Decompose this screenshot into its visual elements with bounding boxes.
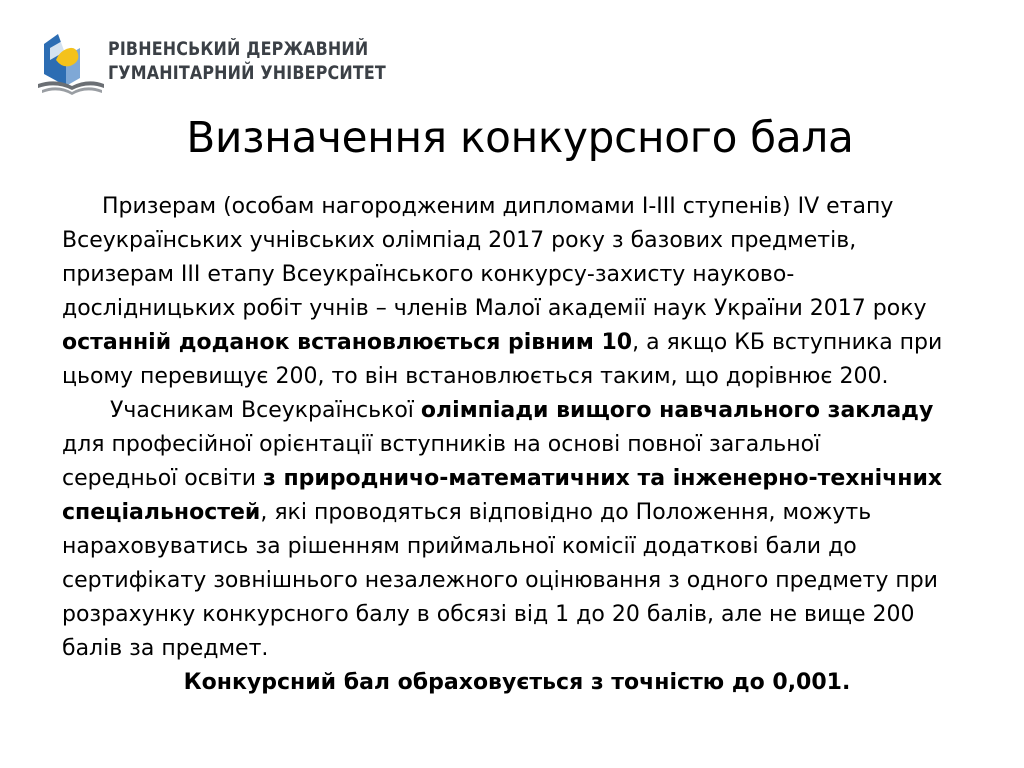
p1-line-5 [62, 326, 972, 360]
p1-line-6: цьому перевищує 200, то він встановлюється таким, що дорівнює 200. [62, 364, 889, 389]
final-statement-text: Конкурсний бал обраховується з точністю до 0,001. [183, 670, 851, 695]
paragraph-prize-winners [62, 190, 972, 394]
university-logo [36, 30, 386, 100]
paragraph-olympiad-participants [62, 394, 972, 666]
p2-line-4-bold: спеціальностей [62, 500, 261, 525]
p1-line-3: призерам ІІІ етапу Всеукраїнського конкурсу-захисту науково- [62, 262, 795, 287]
p2-line-3-plain: середньої освіти [62, 466, 263, 491]
p1-line-1: Призерам (особам нагородженим дипломами І-ІІІ ступенів) IV етапу [102, 194, 894, 219]
p1-bold-text: останній доданок встановлюється рівним 10 [62, 330, 633, 355]
p2-line-8: балів за предмет. [62, 636, 269, 661]
p1-line-5-rest: , а якщо КБ вступника при [632, 330, 943, 355]
university-name-line2: ГУМАНІТАРНИЙ УНІВЕРСИТЕТ [108, 63, 386, 84]
final-statement [62, 666, 972, 700]
university-emblem-icon [36, 30, 106, 96]
university-name-line1: РІВНЕНСЬКИЙ ДЕРЖАВНИЙ [108, 39, 369, 60]
p2-line-3 [62, 462, 972, 496]
slide-body [62, 190, 972, 700]
p2-line-6: сертифікату зовнішнього незалежного оцінювання з одного предмету при [62, 568, 938, 593]
p2-line-1-bold: олімпіади вищого навчального закладу [420, 398, 934, 423]
p2-line-3-bold: з природничо-математичних та інженерно-технічних [263, 466, 943, 491]
p2-line-7: розрахунку конкурсного балу в обсязі від 1 до 20 балів, але не вище 200 [62, 602, 915, 627]
p2-line-5: нараховуватись за рішенням приймальної комісії додаткові бали до [62, 534, 857, 559]
p2-line-2: для професійної орієнтації вступників на основі повної загальної [62, 432, 821, 457]
p2-line-1-plain: Учасникам Всеукраїнської [110, 398, 421, 423]
p2-line-1 [62, 394, 972, 428]
p1-line-4: дослідницьких робіт учнів – членів Малої академії наук України 2017 року [62, 296, 927, 321]
slide-title: Визначення конкурсного бала [186, 113, 854, 163]
university-name [108, 38, 386, 86]
p1-line-2: Всеукраїнських учнівських олімпіад 2017 року з базових предметів, [62, 228, 857, 253]
p2-line-4 [62, 496, 972, 530]
p2-line-4-rest: , які проводяться відповідно до Положення, можуть [260, 500, 872, 525]
